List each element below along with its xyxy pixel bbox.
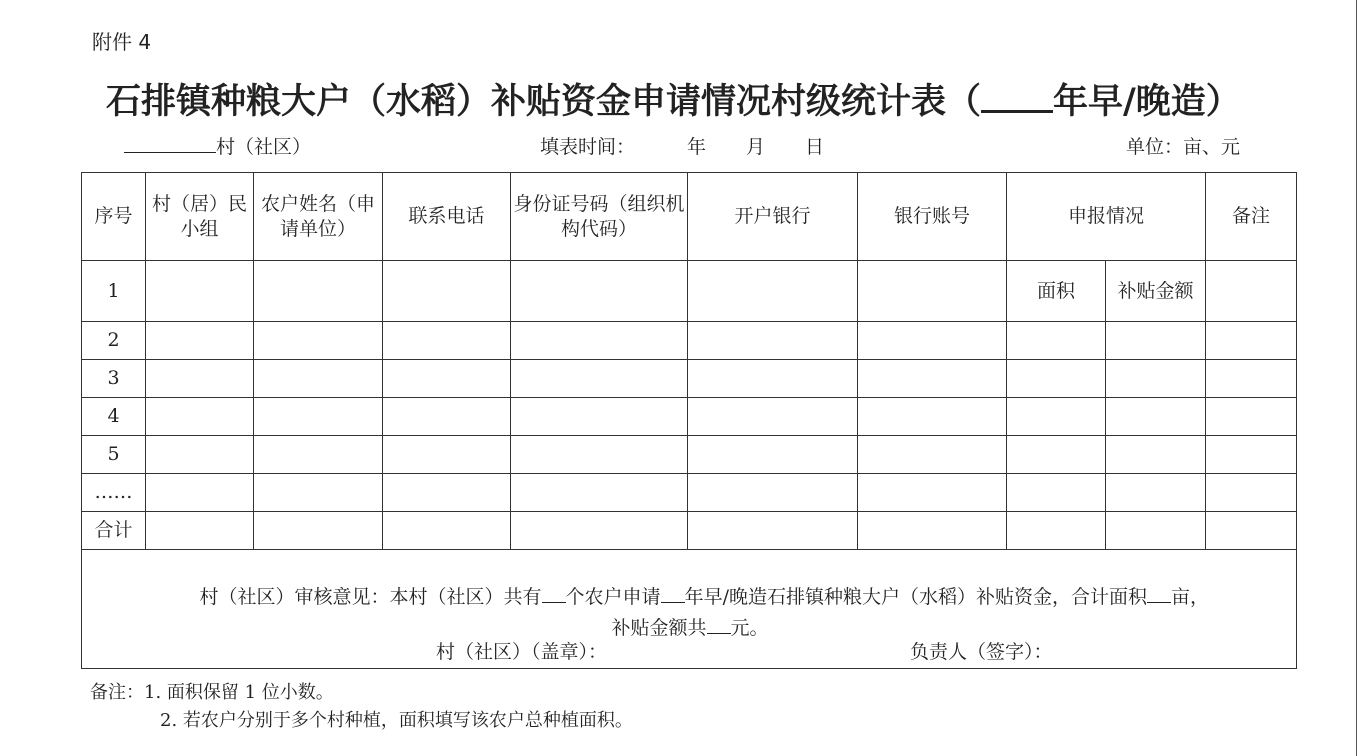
table-cell[interactable]	[511, 360, 688, 398]
table-cell[interactable]	[511, 261, 688, 322]
table-cell[interactable]	[1206, 360, 1297, 398]
table-cell[interactable]	[1106, 360, 1206, 398]
row-seq: 1	[82, 261, 146, 322]
table-cell[interactable]	[383, 436, 511, 474]
table-cell[interactable]	[858, 436, 1007, 474]
table-cell[interactable]	[688, 512, 858, 550]
title-end: 年早/晚造）	[1053, 81, 1241, 122]
table-cell[interactable]	[254, 474, 383, 512]
table-cell[interactable]	[1106, 436, 1206, 474]
table-cell[interactable]	[1106, 398, 1206, 436]
table-cell[interactable]	[858, 322, 1007, 360]
review-text: 元。	[730, 617, 769, 639]
table-cell[interactable]	[254, 398, 383, 436]
table-cell[interactable]	[1007, 474, 1106, 512]
table-cell[interactable]	[1206, 512, 1297, 550]
table-row	[82, 322, 1297, 360]
table-cell[interactable]	[511, 322, 688, 360]
table-row	[82, 398, 1297, 436]
title-main: 石排镇种粮大户（水稻）补贴资金申请情况村级统计表（	[106, 81, 982, 122]
table-row	[82, 474, 1297, 512]
table-cell[interactable]	[1106, 512, 1206, 550]
table-cell[interactable]	[146, 474, 254, 512]
year-blank	[981, 84, 1053, 113]
review-opinion	[84, 574, 1294, 644]
year-blank[interactable]	[661, 584, 685, 603]
month-label: 月	[746, 136, 766, 158]
stamp-label: 村（社区）（盖章）：	[436, 641, 608, 663]
table-cell[interactable]	[511, 436, 688, 474]
table-cell[interactable]	[383, 261, 511, 322]
table-row	[82, 360, 1297, 398]
table-cell[interactable]	[1206, 261, 1297, 322]
table-cell[interactable]	[1007, 360, 1106, 398]
review-text: 个农户申请	[565, 586, 661, 608]
table-cell[interactable]	[1007, 512, 1106, 550]
header-remark: 备注	[1206, 173, 1297, 261]
row-seq: 2	[82, 322, 146, 360]
fill-time-label: 填表时间：	[540, 136, 636, 158]
header-account: 银行账号	[858, 173, 1007, 261]
amount-blank[interactable]	[707, 615, 731, 634]
table-cell[interactable]	[146, 261, 254, 322]
table-cell[interactable]	[858, 474, 1007, 512]
table-cell[interactable]	[858, 512, 1007, 550]
review-cell	[82, 550, 1297, 669]
table-cell[interactable]	[688, 322, 858, 360]
unit-label: 单位：亩、元	[1126, 136, 1241, 158]
table-cell[interactable]	[383, 398, 511, 436]
table-cell[interactable]	[511, 512, 688, 550]
page-title	[106, 74, 1241, 124]
header-name: 农户姓名（申请单位）	[254, 173, 383, 261]
table-row	[82, 436, 1297, 474]
table-cell[interactable]	[1007, 398, 1106, 436]
village-blank	[124, 134, 216, 153]
review-row	[82, 550, 1297, 669]
area-blank[interactable]	[1147, 584, 1171, 603]
review-text: 亩，	[1170, 586, 1209, 608]
table-cell[interactable]	[254, 512, 383, 550]
day-label: 日	[805, 136, 825, 158]
header-bank: 开户银行	[688, 173, 858, 261]
table-cell[interactable]	[146, 360, 254, 398]
header-row	[82, 173, 1297, 261]
page-edge-line	[1356, 0, 1357, 756]
table-cell[interactable]	[688, 474, 858, 512]
table-cell[interactable]	[1206, 322, 1297, 360]
fill-time-field	[540, 132, 824, 159]
table-cell[interactable]	[383, 474, 511, 512]
table-cell[interactable]	[383, 360, 511, 398]
review-text: 补贴金额共	[611, 617, 707, 639]
table-cell[interactable]	[858, 398, 1007, 436]
table-cell[interactable]	[688, 360, 858, 398]
table-cell[interactable]	[1007, 322, 1106, 360]
statistics-table	[81, 172, 1297, 669]
table-cell[interactable]	[511, 398, 688, 436]
row-seq: 5	[82, 436, 146, 474]
review-text: 村（社区）审核意见：本村（社区）共有	[199, 586, 542, 608]
table-row	[82, 261, 1297, 322]
table-cell[interactable]	[511, 474, 688, 512]
total-row	[82, 512, 1297, 550]
table-cell[interactable]	[254, 261, 383, 322]
table-cell[interactable]	[1106, 322, 1206, 360]
table-cell[interactable]	[254, 436, 383, 474]
signature-label: 负责人（签字）：	[910, 641, 1053, 663]
table-cell[interactable]	[383, 512, 511, 550]
year-label: 年	[687, 136, 707, 158]
table-cell[interactable]	[1206, 436, 1297, 474]
table-cell[interactable]	[688, 398, 858, 436]
header-subsidy: 补贴金额	[1106, 261, 1206, 322]
village-label: 村（社区）	[216, 136, 312, 158]
table-cell[interactable]	[146, 322, 254, 360]
review-text: 年早/晚造石排镇种粮大户（水稻）补贴资金，合计面积	[684, 586, 1147, 608]
table-cell[interactable]	[858, 261, 1007, 322]
table-cell[interactable]	[688, 261, 858, 322]
row-seq: ……	[82, 474, 146, 512]
header-declare: 申报情况	[1007, 173, 1206, 261]
note-1: 备注：1. 面积保留 1 位小数。	[90, 682, 334, 703]
farmer-count-blank[interactable]	[542, 584, 566, 603]
header-phone: 联系电话	[383, 173, 511, 261]
table-cell[interactable]	[146, 398, 254, 436]
table-cell[interactable]	[1206, 398, 1297, 436]
row-total-label: 合计	[82, 512, 146, 550]
row-seq: 4	[82, 398, 146, 436]
village-field	[124, 132, 311, 159]
header-area: 面积	[1007, 261, 1106, 322]
attachment-label: 附件 4	[92, 30, 152, 54]
note-2: 2. 若农户分别于多个村种植，面积填写该农户总种植面积。	[160, 710, 633, 731]
table-cell[interactable]	[1206, 474, 1297, 512]
table-cell[interactable]	[146, 512, 254, 550]
table-cell[interactable]	[254, 360, 383, 398]
header-group: 村（居）民小组	[146, 173, 254, 261]
header-seq: 序号	[82, 173, 146, 261]
table-cell[interactable]	[1007, 436, 1106, 474]
row-seq: 3	[82, 360, 146, 398]
table-cell[interactable]	[254, 322, 383, 360]
table-cell[interactable]	[383, 322, 511, 360]
table-cell[interactable]	[858, 360, 1007, 398]
header-id: 身份证号码（组织机构代码）	[511, 173, 688, 261]
table-cell[interactable]	[146, 436, 254, 474]
table-cell[interactable]	[1106, 474, 1206, 512]
table-cell[interactable]	[688, 436, 858, 474]
